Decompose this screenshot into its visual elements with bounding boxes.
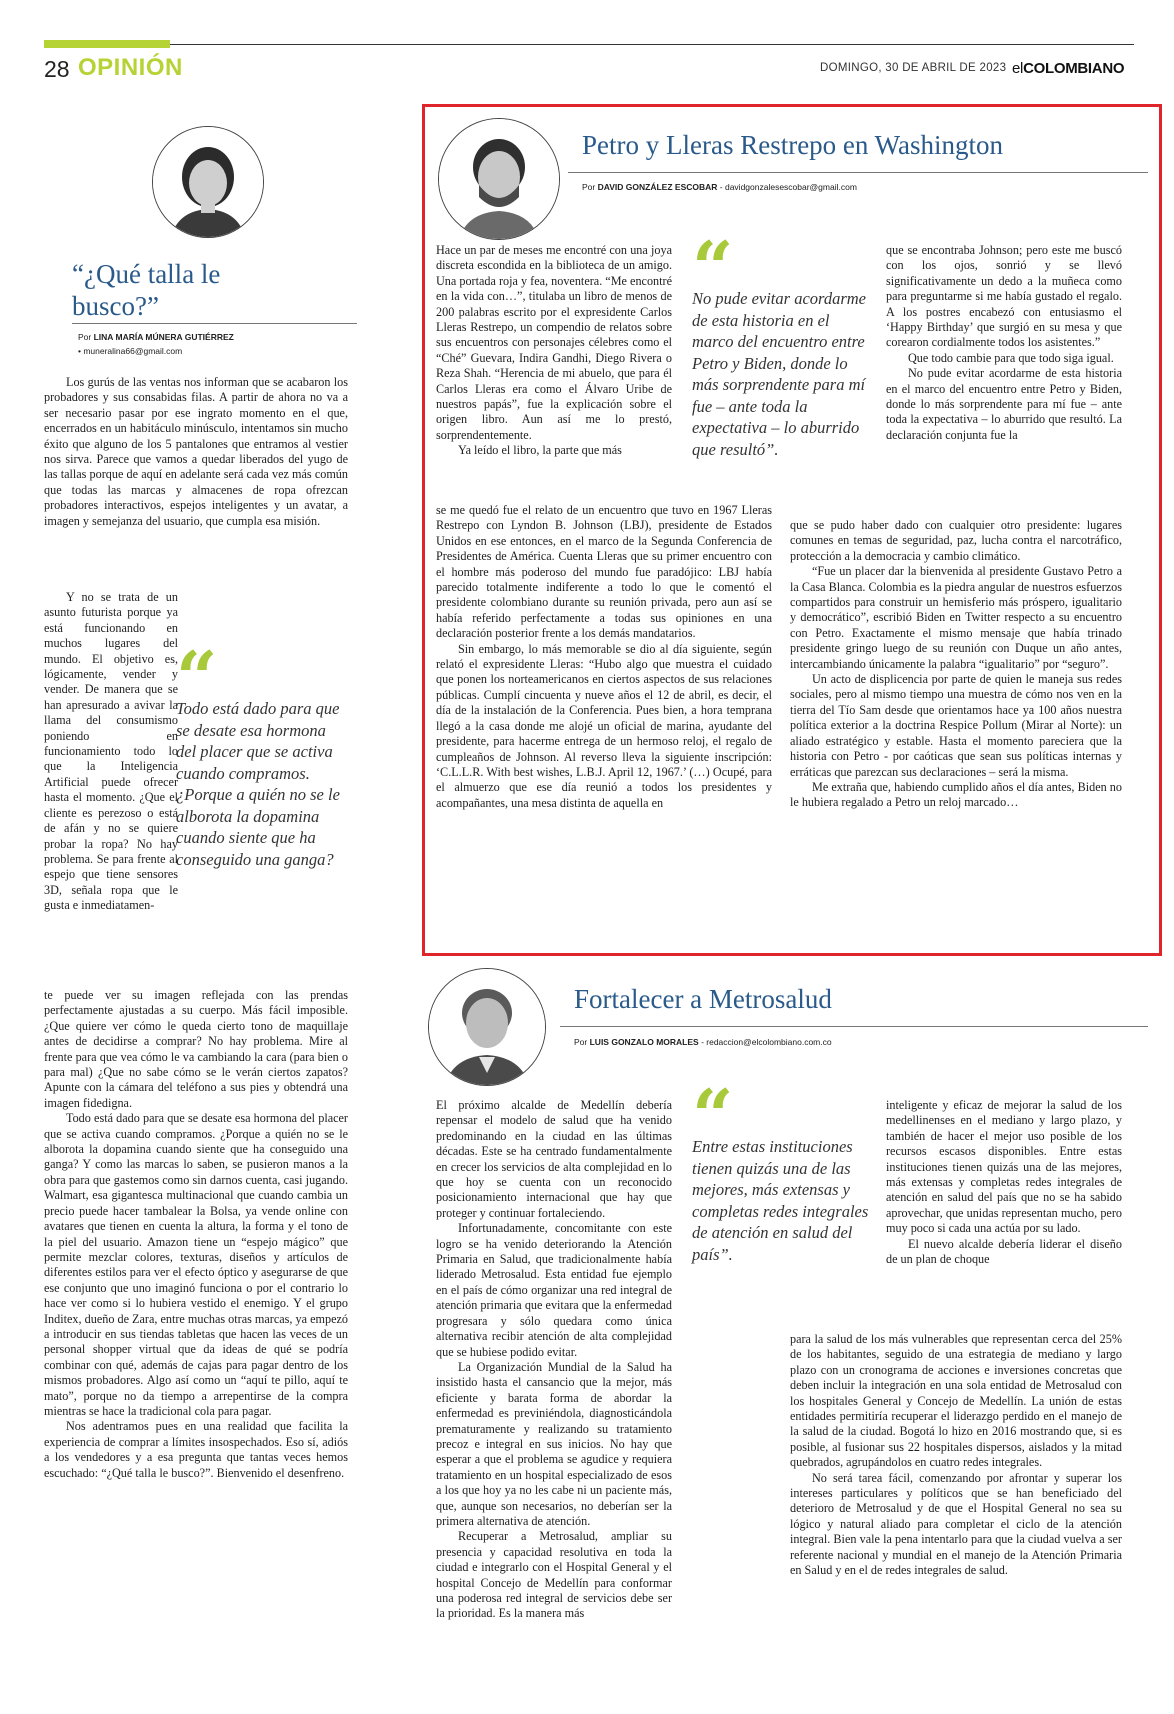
article2-paragraph: Hace un par de meses me encontré con una joya discreta escondida en la biblioteca de un amigo. Una portada roja y fea, noventera. “Me encontré en la vida con…”, titulaba un libro de menos de 200 palabras escrito por el expresidente Carlos Lleras Restrepo, un compendio de relatos sobre sus encuentros con personajes célebres como el “Ché” Guevara, Indira Gandhi, Diego Rivera o Reza Shah. “Herencia de mi abuelo, que para él Carlos Lleras era como el Álvaro Uribe de nuestros papás”, fue la explicación sobre el origen libro. Aun así me lo prestó, sorprendentemente.: [436, 243, 672, 442]
article1-paragraph: Nos adentramos pues en una realidad que facilita la experiencia de comprar a límites insospechados. Eso sí, adiós a los vendedores y a esa pregunta que tantas veces hemos escuchado: “¿Qué talla le busco?”. Bienvenido el desenfreno.: [44, 1419, 348, 1480]
article3-paragraph: Infortunadamente, concomitante con este logro se ha venido deteriorando la Atención Primaria en Salud, que tradicionalmente había liderado Metrosalud. Esta entidad fue ejemplo en el país de cómo organizar una red integral de atención primaria que evitara que la enfermedad progresara y sólo quedara como única alternativa recibir atención de alta complejidad que se hubiese podido evitar.: [436, 1221, 672, 1359]
article3-paragraph: para la salud de los más vulnerables que representan cerca del 25% de los habitantes, seguido de una estrategia de mediano y largo plazo con un cronograma de acciones e inversiones concretas que deben incluir la integración en una sola entidad de Metrosalud con los hospitales General y Concejo de Medellín. La unión de estas entidades permitiría recuperar el liderazgo perdido en el manejo de la salud de la ciudad. Bogotá lo hizo en 2016 mostrando que, si es posible, al fusionar sus 22 hospitales dispersos, aislados y la mitad quebrados, agrupándolos en cuatro redes integrales.: [790, 1332, 1122, 1470]
article1-title: [72, 258, 220, 322]
article2-paragraph: que se pudo haber dado con cualquier otro presidente: lugares comunes en temas de seguridad, paz, lucha contra el narcotráfico, protección a la democracia y cambio climático.: [790, 518, 1122, 563]
article2-pullquote-text: No pude evitar acordarme de esta historia en el marco del encuentro entre Petro y Biden, donde lo más sorprendente para mí fue – ante toda la expectativa – lo aburrido que resultó”.: [692, 289, 866, 459]
header-rule: [44, 40, 1134, 50]
article2-paragraph: Un acto de displicencia por parte de quien le maneja sus redes sociales, pero al mismo tiempo una muestra de cómo nos ven en la tierra del Tío Sam desde que orientamos hace ya 100 años nuestra política exterior a la doctrina Respice Pollum (Mirar al Norte): un aliado estratégico y estable. Hasta el momento pareciera que la historia con Petro - por caóticas que sean sus políticas internas y erráticas que parezcan sus declaraciones – será la misma.: [790, 672, 1122, 779]
author-portrait-icon: [428, 968, 546, 1086]
article3-paragraph: El nuevo alcalde debería liderar el diseño de un plan de choque: [886, 1236, 1122, 1267]
article2-paragraph: Ya leído el libro, la parte que más: [458, 443, 622, 458]
article1-title-line2: busco?”: [72, 291, 159, 321]
article2-paragraph: “Fue un placer dar la bienvenida al presidente Gustavo Petro a la Casa Blanca. Colombia es la piedra angular de nuestros esfuerzos compartidos para construir un hemisferio más próspero, igualitario y democrático”, escribió Biden en Twitter respecto a su encuentro con Petro. Exactamente el mismo mensaje que había trinado presidente gringo luego de su reunión con Duque un año antes, intercambiando únicamente la palabra “igualitario” por “seguro”.: [790, 564, 1122, 671]
article3-pullquote-text: Entre estas instituciones tienen quizás una de las mejores, más extensas y completas redes integrales de atención en salud del país”.: [692, 1137, 869, 1264]
article3-col1: [436, 1098, 672, 1664]
article1-title-line1: “¿Qué talla le: [72, 259, 221, 289]
article2-divider: [568, 172, 1148, 173]
article3-paragraph: inteligente y eficaz de mejorar la salud de los medellinenses en el mediano y largo plazo, y también de hacer el mejor uso posible de los recursos escasos disponibles. Entre estas instituciones tienen quizás una de las mejores, más extensas y completas redes integrales de atención en salud del país que no se ha sabido aprovechar, que unidas representan mucho, pero muy poco si cada una actúa por su lado.: [886, 1098, 1122, 1236]
article2-col3: [886, 243, 1122, 515]
article1-pullquote-text: Todo está dado para que se desate esa hormona del placer que se activa cuando compramos. ¿Porque a quién no se le alborota la dopamina cuando siente que ha conseguido una ganga?: [176, 699, 340, 869]
article3-byline: [574, 1037, 832, 1047]
quote-mark-icon: “: [692, 225, 734, 310]
quote-mark-icon: “: [692, 1073, 734, 1158]
article1-paragraph: Y no se trata de un asunto futurista porque ya está funcionando en muchos lugares del mundo. El objetivo es, lógicamente, vender y vender. De manera que se han apresurado a avivar la llama del consumismo poniendo en funcionamiento todo lo que la Inteligencia Artificial puede ofrecer hasta el momento. ¿Que el cliente es perezoso o está de afán y no se quiere probar la ropa? No hay problema. Se para frente al espejo que tiene sensores 3D, señala ropa que le gusta e inmediatamen-: [44, 590, 178, 913]
article1-body-bottom: [44, 988, 348, 1658]
article2-col1: [436, 243, 672, 499]
byline-prefix: Por: [574, 1037, 588, 1047]
article3-title: Fortalecer a Metrosalud: [574, 984, 832, 1014]
article2-author: DAVID GONZÁLEZ ESCOBAR: [597, 182, 718, 192]
article1-body-top: [44, 375, 348, 529]
article1-paragraph: te puede ver su imagen reflejada con las prendas perfectamente ajustadas a su cuerpo. Más fácil imposible. ¿Que quiere ver cómo le queda cierto tono de maquillaje antes de decidirse a comprar? No hay problema. Mire al frente para que vea cómo le va cambiando la cara (para bien o para mal) ¿Que no sabe cómo se le verán ciertos zapatos? Apunte con la cámara del teléfono a sus pies y obtendrá una imagen fidedigna.: [44, 988, 348, 1110]
article1-pullquote: [176, 635, 348, 870]
article1-paragraph: Los gurús de las ventas nos informan que se acabaron los probadores y sus consabidas filas. A partir de ahora no va a ser necesario pasar por ese ingrato momento en el que, encerrados en un habitáculo minúsculo, intentamos sin mucho éxito que alguno de los 5 pantalones que entramos al vestier nos sirva. Parece que vamos a quedar liberados del yugo de las tallas porque de aquí en adelante será cada vez más común que todas las marcas y almacenes de ropa ofrezcan probadores interactivos, espejos inteligentes y un avatar, a imagen y semejanza del usuario, que cumpla esa misión.: [44, 375, 348, 528]
author-portrait-icon: [152, 126, 264, 238]
article2-paragraph: Que todo cambie para que todo siga igual.: [908, 350, 1114, 365]
byline-prefix: Por: [582, 182, 596, 192]
article1-paragraph: Todo está dado para que se desate esa hormona del placer que se activa cuando compramos. ¿Porque a quién no se le alborota la dopamina cuando siente que ha conseguido una ganga? Y como las marcas lo saben, se pusieron manos a la obra para que gastemos como sin darnos cuenta, casi jugando. Walmart, esa gigantesca multinacional que cuando cambia un precio puede hacer tambalear la Bolsa, ya vende online con avatares que tienen en cuenta la altura, la forma y el tono de la piel del usuario. Amazon tiene un “espejo mágico” que permite mezclar colores, texturas, diseños y artículos de diferentes estilos para ver el efecto óptico y asegurarse de que ese conjunto que uno imaginó funciona o por el contrario lo hace ver como si lo hubiera vestido el enemigo. Y el grupo Inditex, dueño de Zara, entre muchas otras marcas, ya empezó a introducir en sus tiendas tabletas que hacen las veces de un personal shopper virtual que da ideas de qué se podría combinar con qué, además de cajas para pagar dentro de los mismos probadores. Algo así como un “aquí te pillo, aquí te mato”, porque no da tiempo a arrepentirse de la compra mientras se hace la tradicional cola para pagar.: [44, 1111, 348, 1418]
article3-email: - redaccion@elcolombiano.com.co: [701, 1037, 832, 1047]
issue-date: DOMINGO, 30 DE ABRIL DE 2023: [820, 62, 1007, 74]
article2-title: Petro y Lleras Restrepo en Washington: [582, 130, 1003, 160]
article2-right-wide: [790, 518, 1122, 930]
article2-paragraph: se me quedó fue el relato de un encuentro que tuvo en 1967 Lleras Restrepo con Lyndon B. Johnson (LBJ), presidente de Estados Unidos en ese entonces, en el marco de la Segunda Conferencia de Presidentes de América. Cuenta Lleras que su primer encuentro con el hombre más poderoso del mundo fue paradójico: LBJ había parecido totalmente indiferente a todo lo que le comentó el presidente colombiano durante su reunión privada, pero aun así se había referido perfectamente a todas sus opiniones en una declaración posterior frente a los demás mandatarios.: [436, 503, 772, 641]
byline-prefix: Por: [78, 332, 92, 342]
article2-byline: [582, 182, 857, 192]
article1-author: LINA MARÍA MÚNERA GUTIÉRREZ: [93, 332, 234, 342]
article1-byline: [78, 332, 234, 342]
brand-prefix: el: [1012, 60, 1024, 77]
article3-paragraph: La Organización Mundial de la Salud ha insistido hasta el cansancio que la mejor, más eficiente y barata forma de abordar la enfermedad es previniéndola, diagnosticándola prematuramente y realizando su tratamiento precoz e integral en sus inicios. No hay que esperar a que el problema se agudice y requiera tratamiento en un hospital especializado de esos a los que hoy ya no les cabe ni un paciente más, que, aunque son necesarios, no deberían ser la primera alternativa de atención.: [436, 1359, 672, 1528]
article2-paragraph: que se encontraba Johnson; pero este me buscó con los ojos, sonrió y se llevó significativamente un dedo a la muñeca como para preguntarme si me había gustado el regalo. A los postres encabezó con entusiasmo el ‘Happy Birthday’ que surgió en su mesa y que corearon cordialmente todos los asistentes.”: [886, 243, 1122, 350]
article3-paragraph: No será tarea fácil, comenzando por afrontar y superar los intereses particulares y políticos que se han beneficiado del deterioro de Metrosalud y de que el Hospital General no sea su lógico y natural aliado para completar el ciclo de la atención integral. Bien vale la pena intentarlo para que la ciudad vuelva a ser referente nacional y mundial en el manejo de la Atención Primaria en Salud y en el de redes integrales de salud.: [790, 1470, 1122, 1578]
article2-pullquote: [692, 225, 872, 460]
brand-logo: [1012, 60, 1124, 77]
article1-email: • muneralina66@gmail.com: [78, 346, 183, 356]
article3-col3: [886, 1098, 1122, 1330]
article3-divider: [560, 1026, 1148, 1027]
article3-author: LUIS GONZALO MORALES: [589, 1037, 699, 1047]
article2-left-wide: [436, 503, 772, 929]
quote-mark-icon: “: [176, 635, 218, 720]
article2-paragraph: Me extraña que, habiendo cumplido años el día antes, Biden no le hubiera regalado a Petro un reloj marcado…: [790, 779, 1122, 810]
article2-paragraph: No pude evitar acordarme de esta historia en el marco del encuentro entre Petro y Biden, donde lo más sorprendente para mí fue – ante toda la expectativa – lo aburrido que resultó. La declaración conjunta fue la: [886, 366, 1122, 442]
article1-divider: [72, 323, 357, 324]
article2-paragraph: Sin embargo, lo más memorable se dio al día siguiente, según relató el expresidente Lleras: “Hubo algo que muestra el cuidado que ponen los norteamericanos en ciertos aspectos de sus relaciones públicas. Cumplí cincuenta y nueve años el 12 de abril, es decir, el día de la instalación de la Conferencia. Pues bien, a hora temprana llegó a la casa donde me alojé un oficial de marina, ayudante del presidente, para hacerme entrega de un hermoso reloj, el regalo de cumpleaños de Johnson. Al reverso lleva la siguiente inscripción: ‘C.L.L.R. With best wishes, L.B.J. April 12, 1967.’ (…) Ocupé, para el almuerzo que ese día reunió a todos los presidentes y acompañantes, una mesa distinta de aquella en: [436, 641, 772, 810]
section-title: OPINIÓN: [78, 54, 183, 81]
page-number: 28: [44, 56, 70, 82]
article3-pullquote: [692, 1073, 872, 1265]
article3-right-wide: [790, 1332, 1122, 1668]
brand-name: COLOMBIANO: [1023, 60, 1125, 77]
article3-paragraph: El próximo alcalde de Medellín debería repensar el modelo de salud que ha venido predominando en la ciudad en las últimas décadas. Este se ha centrado fundamentalmente en crecer los servicios de alta complejidad en lo que hoy se cuenta con un reconocido posicionamiento internacional que hay que proteger y continuar fortaleciendo.: [436, 1098, 672, 1220]
article2-email: - davidgonzalesescobar@gmail.com: [719, 182, 857, 192]
author-portrait-icon: [438, 118, 560, 240]
article3-paragraph: Recuperar a Metrosalud, ampliar su presencia y capacidad resolutiva en toda la ciudad e integrarlo con el Hospital General y el hospital Concejo de Medellín para conformar una poderosa red integral de servicios debe ser la prioridad. Es la manera más: [436, 1529, 672, 1621]
